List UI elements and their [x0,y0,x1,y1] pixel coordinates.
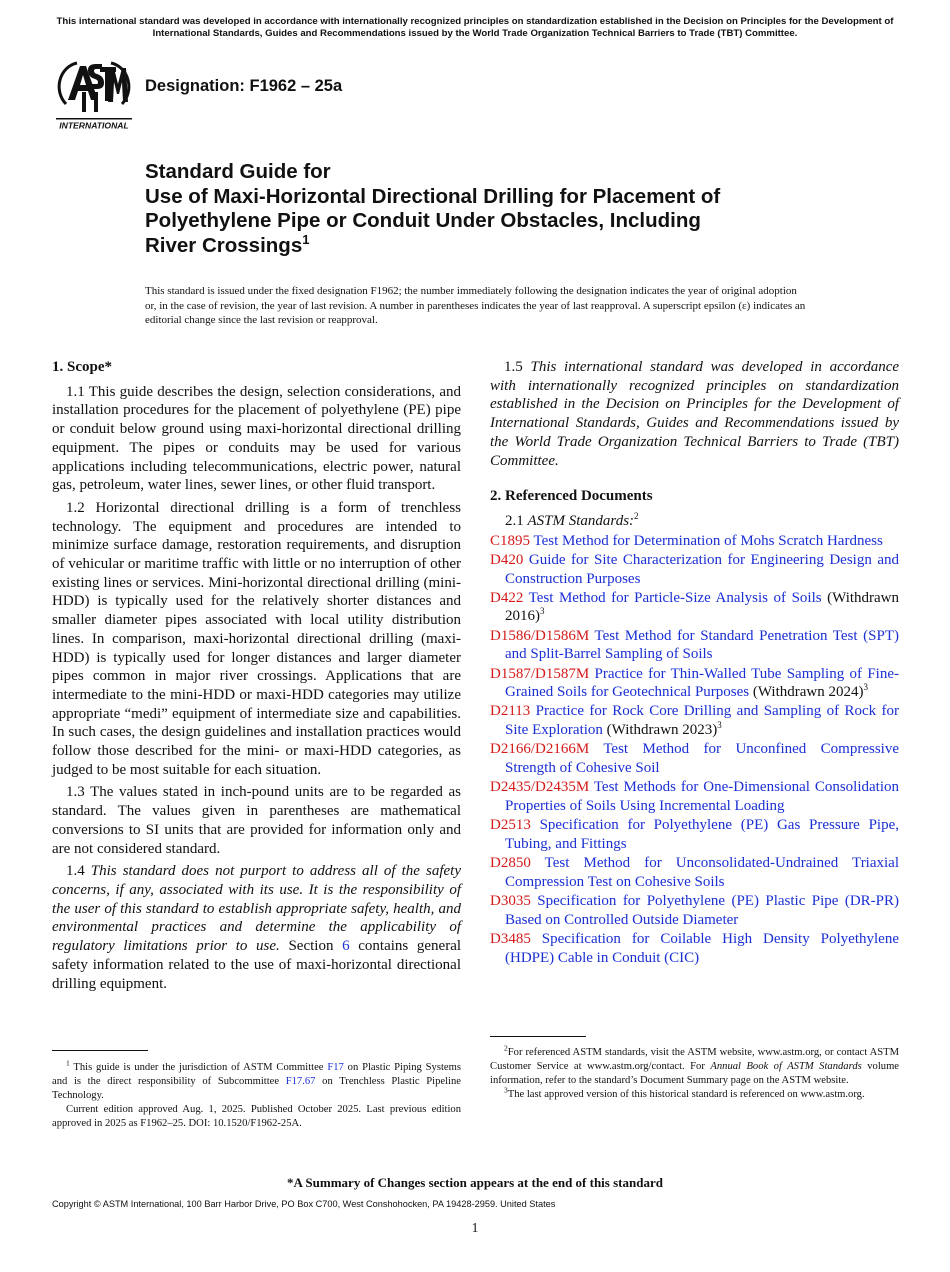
reference-item [490,930,899,967]
section-6-link[interactable]: 6 [342,938,350,955]
reference-item [490,854,899,891]
scope-1-4-italic: This standard does not purport to address all of the safety concerns, if any, associated with its use. It is the responsibility of the user of this standard to establish appropriate safety, health, and environmental practices and determine the applicability of regulatory limitations prior to use. [52,863,461,955]
footnote-2-text-b: volume information, refer to the standard’s Document Summary page on the ASTM website. [490,1061,900,1086]
reference-withdrawn-note: (Withdrawn 2023) [606,722,718,739]
svg-text:INTERNATIONAL: INTERNATIONAL [59,120,129,131]
committee-f17-link[interactable]: F17 [327,1062,344,1073]
astm-standards-footnote-mark: 2 [634,510,639,521]
document-title [145,160,865,258]
footnote-rule-right [490,1036,586,1037]
tbt-notice: This international standard was developed in accordance with internationally recognized principles on standardization established in the Decision on Principles for the Development of International Standards, Guides and Recommendations issued by the World Trade Organization Technical Barriers to Trade (TBT) Committee. [56,16,894,39]
scope-heading: 1. Scope* [52,359,112,375]
footnote-3-text: The last approved version of this historical standard is referenced on www.astm.org. [507,1089,865,1100]
page-number: 1 [471,1220,479,1235]
edition-note: Current edition approved Aug. 1, 2025. Published October 2025. Last previous edition approved in 2025 as F1962–25. DOI: 10.1520/F1962-25A. [52,1104,461,1129]
scope-paragraph-1-5 [490,358,899,470]
reference-code[interactable]: C1895 [490,532,531,549]
reference-footnote-mark: 3 [863,682,868,693]
footnotes-left [52,1058,461,1131]
reference-code[interactable]: D1587/D1587M [490,665,590,682]
reference-code[interactable]: D2166/D2166M [490,741,590,758]
reference-title[interactable]: Test Method for Unconfined Compressive Strength of Cohesive Soil [505,741,899,777]
reference-code[interactable]: D420 [490,551,524,568]
footnote-2-mark: 2 [504,1043,508,1053]
reference-code[interactable]: D1586/D1586M [490,627,590,644]
reference-code[interactable]: D422 [490,589,524,606]
reference-title[interactable]: Test Method for Determination of Mohs Scratch Hardness [533,532,883,549]
referenced-documents-heading: 2. Referenced Documents [490,488,653,505]
reference-code[interactable]: D2850 [490,855,531,872]
scope-1-4-section: Section [288,938,334,955]
scope-paragraph-1-3: 1.3 The values stated in inch-pound units are to be regarded as standard. The values given in parentheses are mathematical conversions to SI units that are provided for information only and are not considered standard. [52,784,461,857]
reference-item [490,740,899,777]
scope-1-5-num: 1.5 [504,359,523,375]
astm-logo-icon [52,58,136,132]
scope-1-4-num: 1.4 [66,863,85,880]
footnote-1-text-b: on Plastic Piping Systems and is the direct responsibility of Subcommittee [52,1062,461,1087]
reference-title[interactable]: Practice for Rock Core Drilling and Sampling of Rock for Site Exploration [505,703,900,739]
scope-paragraph-1-2: 1.2 Horizontal directional drilling is a form of trenchless technology. The equipment and procedures are intended to minimize surface damage, restoration requirements, and disruption of vehicular or maritime traffic with little or no interruption of other existing lines or services. Mini-horizontal directional drilling (mini-HDD) is typically used for the relatively shorter distances and smaller diameter pipes associated with local utility distribution lines. In comparison, maxi-horizontal directional drilling (maxi-HDD) is typically used for longer distances and larger diameter pipes common in major river crossings. Applications that are intermediate to the mini-HDD or maxi-HDD categories may utilize appropriate “medi” equipment of intermediate size and capabilities. In such cases, the design guidelines and installation practices would follow those described for the mini- or maxi-HDD categories, as judged to be most suitable for each situation. [52,499,461,778]
reference-title[interactable]: Specification for Polyethylene (PE) Plastic Pipe (DR-PR) Based on Controlled Outside Diameter [505,892,900,928]
astm-standards-subheading [505,512,899,531]
footnote-1-text-c: on Trenchless Plastic Pipeline Technology. [52,1076,461,1101]
reference-withdrawn-note: (Withdrawn 2016) [505,589,900,625]
designation: Designation: F1962 – 25a [145,77,343,95]
title-footnote-mark: 1 [302,231,310,247]
title-line-4-text: River Crossings [145,233,303,257]
footnote-1-text-a: This guide is under the jurisdiction of ASTM Committee [73,1062,324,1073]
title-line-4 [145,231,865,259]
footnote-1 [52,1058,461,1103]
footnote-2 [490,1043,900,1088]
reference-item [490,892,899,929]
reference-item [490,551,899,588]
scope-1-4-rest: contains general safety information related to the use of maxi-horizontal directional drilling equipment. [52,938,462,992]
astm-standards-label: ASTM Standards: [527,512,635,529]
footnote-2-italic: Annual Book of ASTM Standards [710,1061,862,1072]
footnote-3 [490,1085,899,1102]
reference-item [490,816,899,853]
issued-note: This standard is issued under the fixed designation F1962; the number immediately following the designation indicates the year of original adoption or, in the case of revision, the year of last revision. A number in parentheses indicates the year of last reapproval. A superscript epsilon (ε) indicates an editorial change since the last revision or reapproval. [145,285,806,326]
reference-title[interactable]: Test Method for Standard Penetration Test (SPT) and Split-Barrel Sampling of Soils [505,627,899,663]
reference-item [490,665,899,702]
summary-of-changes-note: *A Summary of Changes section appears at the end of this standard [287,1175,663,1190]
reference-title[interactable]: Test Method for Unconsolidated-Undrained Triaxial Compression Test on Cohesive Soils [505,855,900,890]
reference-code[interactable]: D2513 [490,817,531,834]
reference-item [490,589,899,626]
scope-1-5-italic: This international standard was developed in accordance with internationally recognized principles on standardization established in the Decision on Principles for the Development of International Standards, Guides and Recommendations issued by the World Trade Organization Technical Barriers to Trade (TBT) Committee. [490,359,900,469]
footnote-1-mark: 1 [66,1058,70,1068]
reference-item [490,627,899,664]
left-column [52,358,461,997]
subcommittee-f17-67-link[interactable]: F17.67 [285,1076,316,1087]
reference-code[interactable]: D3035 [490,892,531,909]
reference-title[interactable]: Guide for Site Characterization for Engineering Design and Construction Purposes [505,551,900,587]
footnote-3-mark: 3 [504,1085,508,1095]
reference-title[interactable]: Practice for Thin-Walled Tube Sampling of Fine-Grained Soils for Geotechnical Purposes [505,665,899,701]
footnote-rule-left [52,1050,148,1051]
astm-standards-num: 2.1 [505,512,524,529]
scope-paragraph-1-1: 1.1 This guide describes the design, selection considerations, and installation procedures for the placement of polyethylene (PE) pipe or conduit below ground using maxi-horizontal directional drilling equipment. The pipes or conduits may be used for various applications including telecommunications, electric power, natural gas, petroleum, water lines, sewer lines, or other fluid transport. [52,383,461,494]
reference-title[interactable]: Test Methods for One-Dimensional Consolidation Properties of Soils Using Incremental Loading [505,779,899,814]
reference-withdrawn-note: (Withdrawn 2024) [752,684,864,701]
copyright-line: Copyright © ASTM International, 100 Barr Harbor Drive, PO Box C700, West Conshohocken, PA 19428-2959. United States [52,1199,556,1209]
reference-footnote-mark: 3 [717,720,722,731]
title-line-2: Use of Maxi-Horizontal Directional Drilling for Placement of [145,184,721,208]
reference-title[interactable]: Specification for Coilable High Density Polyethylene (HDPE) Cable in Conduit (CIC) [505,930,899,966]
reference-item [490,532,899,551]
reference-item [490,778,899,815]
reference-item [490,702,899,739]
footnotes-right [490,1043,900,1102]
title-line-3: Polyethylene Pipe or Conduit Under Obstacles, Including [145,209,701,232]
reference-title[interactable]: Specification for Polyethylene (PE) Gas Pressure Pipe, Tubing, and Fittings [505,817,899,852]
right-column [490,358,899,968]
title-line-1: Standard Guide for [145,160,331,183]
reference-code[interactable]: D2435/D2435M [490,779,590,796]
scope-paragraph-1-4 [52,862,461,993]
reference-list [490,532,899,968]
reference-code[interactable]: D3485 [490,930,531,947]
reference-code[interactable]: D2113 [490,703,531,720]
reference-footnote-mark: 3 [540,606,545,617]
footnote-2-text-a: For referenced ASTM standards, visit the ASTM website, www.astm.org, or contact ASTM Customer Service at www.astm.org/contact. For [490,1047,899,1072]
reference-title[interactable]: Test Method for Particle-Size Analysis of Soils [528,589,822,606]
